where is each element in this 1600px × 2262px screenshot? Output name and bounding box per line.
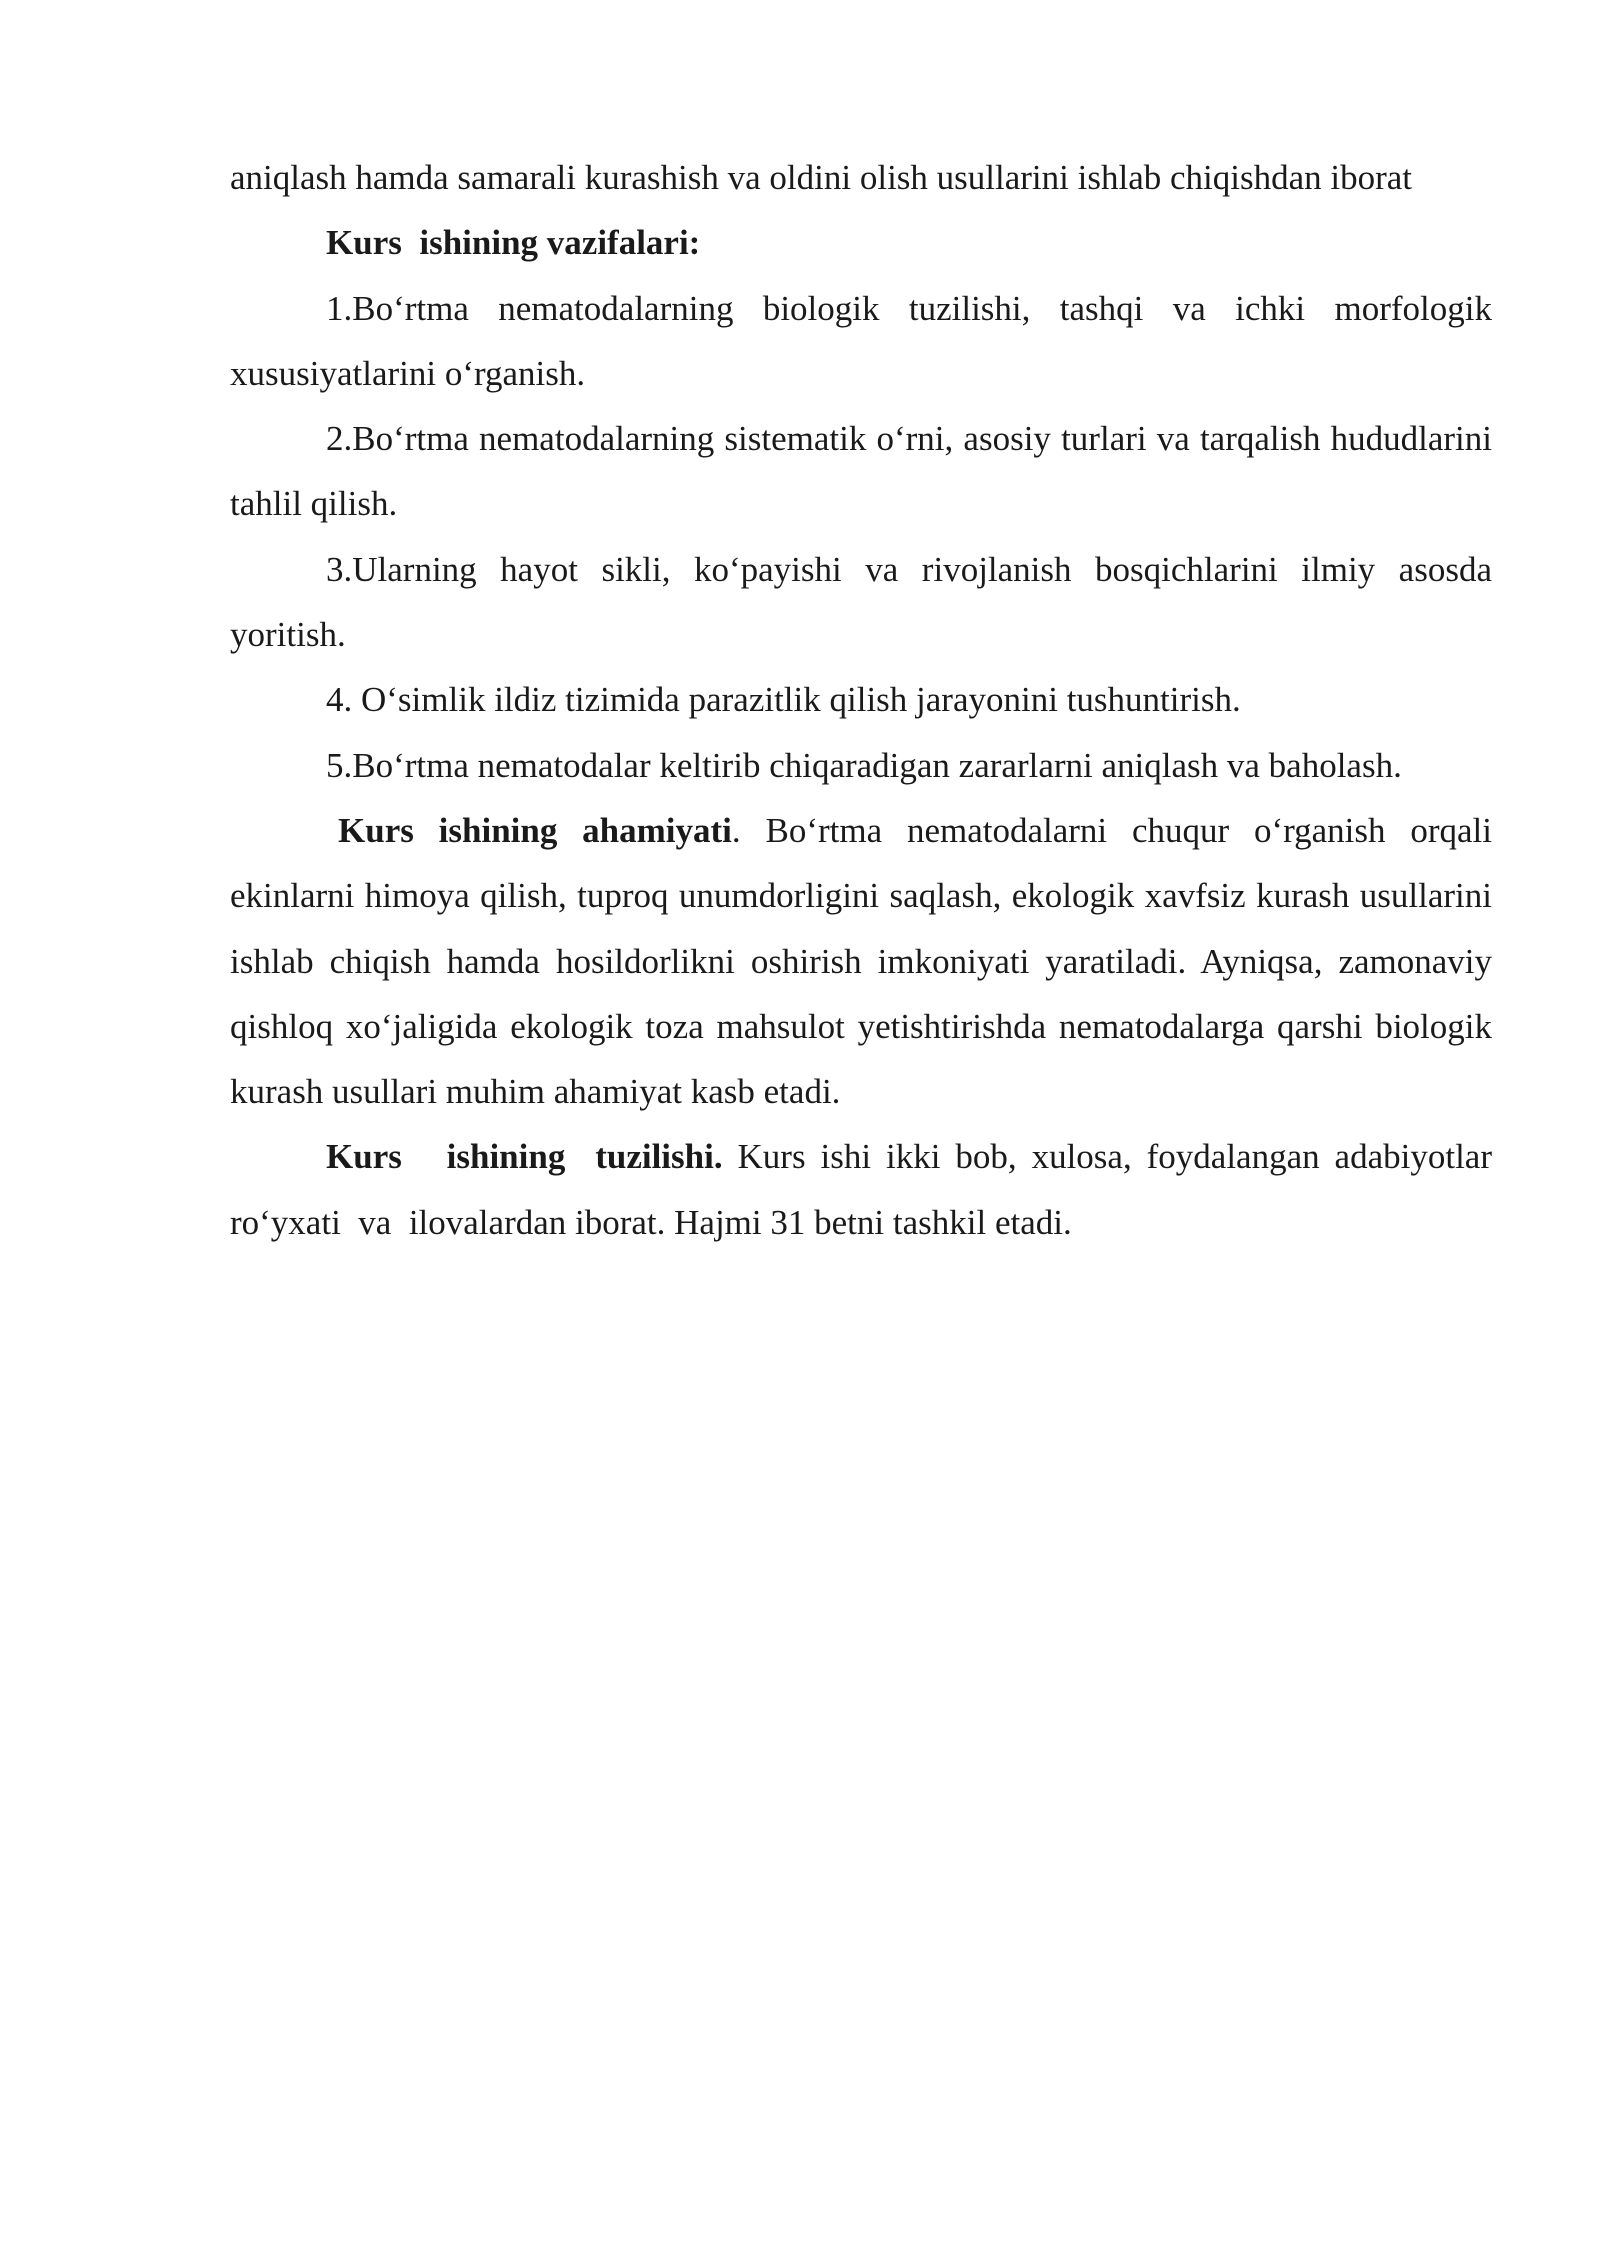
structure-paragraph bbox=[230, 1124, 1510, 1255]
task-item-2: 2.Bo‘rtma nematodalarning sistematik o‘rni, asosiy turlari va tarqalish hududlarini tahlil qilish. bbox=[230, 419, 1492, 524]
importance-label: Kurs ishining ahamiyati bbox=[338, 810, 732, 850]
document-body bbox=[230, 145, 1510, 1255]
task-item-5: 5.Bo‘rtma nematodalar keltirib chiqaradigan zararlarni aniqlash va baholash. bbox=[326, 745, 1402, 785]
task-item-3: 3.Ularning hayot sikli, ko‘payishi va rivojlanish bosqichlarini ilmiy asosda yoritish. bbox=[230, 549, 1492, 655]
intro-continuation-paragraph: aniqlash hamda samarali kurashish va oldini olish usullarini ishlab chiqishdan iborat bbox=[230, 158, 1413, 197]
task-item-1: 1.Bo‘rtma nematodalarning biologik tuzilishi, tashqi va ichki morfologik xususiyatlarini o‘rganish. bbox=[230, 288, 1492, 393]
tasks-heading: Kurs ishining vazifalari: bbox=[326, 223, 701, 263]
structure-text: Kurs ishi ikki bob, xulosa, foydalangan adabiyotlar ro‘yxati va ilovalardan iborat. Hajmi 31 betni tashkil etadi. bbox=[230, 1137, 1510, 1242]
task-item-4: 4. O‘simlik ildiz tizimida parazitlik qilish jarayonini tushuntirish. bbox=[326, 680, 1241, 720]
importance-paragraph bbox=[230, 798, 1492, 1124]
importance-text: . Bo‘rtma nematodalarni chuqur o‘rganish orqali ekinlarni himoya qilish, tuproq unumdorligini saqlash, ekologik xavfsiz kurash usullarini ishlab chiqish hamda hosildorlikni oshirish imkoniyati yaratiladi. Ayniqsa, zamonaviy qishloq xo‘jaligida ekologik toza mahsulot yetishtirishda nematodalarga qarshi biologik kurash usullari muhim ahamiyat kasb etadi. bbox=[230, 810, 1492, 1112]
structure-label: Kurs ishining tuzilishi. bbox=[326, 1137, 723, 1177]
